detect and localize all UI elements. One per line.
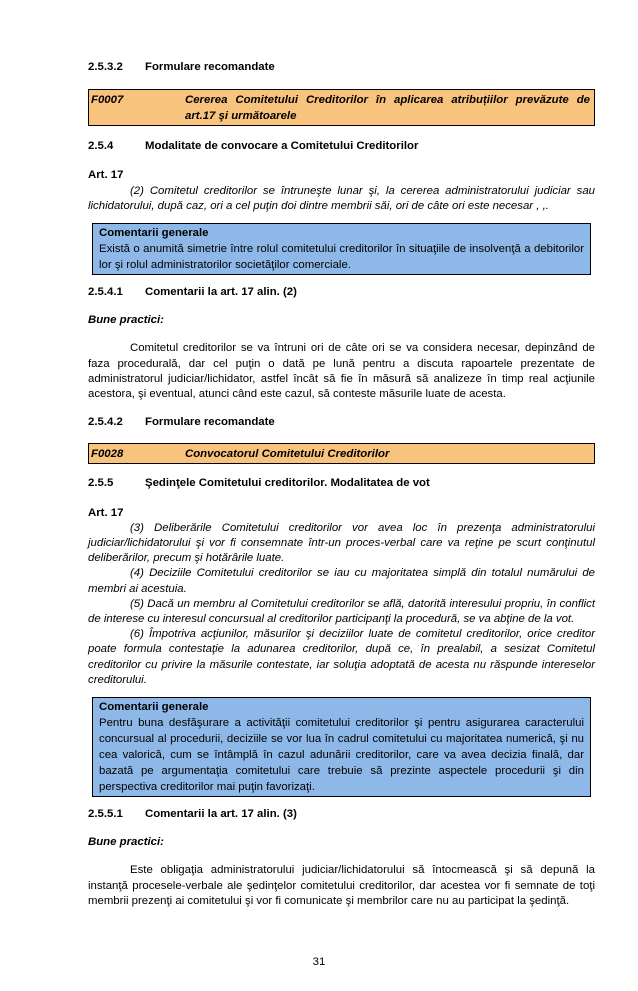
form-code-box bbox=[88, 443, 595, 464]
comments-title: Comentarii generale bbox=[99, 227, 209, 240]
section-heading bbox=[88, 476, 595, 491]
article-paragraph: (3) Deliberările Comitetului creditorilor vor avea loc în prezenţa administratorului judiciar/lichidatorului şi vor fi consemnate într-un proces-verbal care va reţine pe scurt conţinutul deliberărilor, precum şi hotărârile luate. bbox=[88, 521, 595, 565]
article-paragraph: (5) Dacă un membru al Comitetului creditorilor se află, datorită interesului propriu, în conflict de interese cu interesul concursual al creditorilor participanţi la procedură, se va abţine de la vot. bbox=[88, 597, 595, 626]
best-practices-text: Comitetul creditorilor se va întruni ori de câte ori se va considera necesar, depinzând de faza procedurală, dar cel puţin o dată pe lună pentru a discuta rapoartele prezentate de administratorul judiciar/lichidator, astfel încât să fie în măsură să analizeze în timp real acţiunile acestora, şi eventual, atunci când este cazul, să conteste măsurile luate de acesta. bbox=[88, 342, 595, 401]
section-title: Şedinţele Comitetului creditorilor. Modalitatea de vot bbox=[145, 477, 430, 490]
section-title: Comentarii la art. 17 alin. (3) bbox=[145, 808, 297, 821]
page-number: 31 bbox=[312, 956, 326, 968]
section-number: 2.5.3.2 bbox=[88, 61, 123, 73]
section-heading bbox=[88, 415, 595, 430]
comments-title: Comentarii generale bbox=[99, 701, 209, 714]
section-number: 2.5.4.1 bbox=[88, 286, 123, 299]
section-number: 2.5.4 bbox=[88, 140, 114, 153]
section-number: 2.5.5 bbox=[88, 477, 114, 490]
form-code: F0028 bbox=[91, 448, 124, 461]
section-heading bbox=[88, 139, 595, 154]
general-comments-box bbox=[92, 223, 591, 275]
section-number: 2.5.4.2 bbox=[88, 416, 123, 429]
section-heading bbox=[88, 807, 595, 822]
form-description: Cererea Comitetului Creditorilor în aplicarea atribuțiilor prevăzute de art.17 şi următoarele bbox=[185, 94, 590, 123]
section-number: 2.5.5.1 bbox=[88, 808, 123, 821]
form-description: Convocatorul Comitetului Creditorilor bbox=[185, 448, 390, 461]
article-paragraph: (4) Deciziile Comitetului creditorilor se iau cu majoritatea simplă din totalul numărului de membri ai acestuia. bbox=[88, 567, 595, 595]
article-label: Art. 17 bbox=[88, 169, 124, 182]
form-code-box bbox=[88, 89, 595, 126]
best-practices-label: Bune practici: bbox=[88, 314, 164, 327]
section-title: Comentarii la art. 17 alin. (2) bbox=[145, 286, 297, 299]
article-paragraph: (2) Comitetul creditorilor se întruneşte lunar şi, la cererea administratorului judiciar sau lichidatorului, după caz, ori a cel puţin doi dintre membrii săi, ori de câte ori este necesar , ,. bbox=[88, 184, 595, 212]
section-heading bbox=[88, 285, 595, 300]
comments-text: Există o anumită simetrie între rolul comitetului creditorilor în situaţiile de insolvenţă a debitorilor lor şi rolul administratorilor societăţilor comerciale. bbox=[99, 243, 584, 272]
section-heading bbox=[88, 60, 595, 75]
general-comments-box bbox=[92, 697, 591, 797]
best-practices-label: Bune practici: bbox=[88, 836, 164, 849]
article-paragraph: (6) Împotriva acţiunilor, măsurilor şi deciziilor luate de comitetul creditorilor, orice creditor poate formula contestaţie la adunarea creditorilor, după ce, în prealabil, a sesizat Comitetul creditorilor cu privire la măsurile contestate, iar soluţia adoptată de acesta nu răspunde intereselor creditorului. bbox=[88, 628, 595, 686]
article-label: Art. 17 bbox=[88, 506, 124, 519]
section-title: Formulare recomandate bbox=[145, 61, 275, 73]
section-title: Modalitate de convocare a Comitetului Creditorilor bbox=[145, 140, 419, 153]
comments-text: Pentru buna desfăşurare a activităţii comitetului creditorilor şi pentru asigurarea caracterului concursual al procedurii, deciziile se vor lua în cadrul comitetului cu majoritatea numerică, şi nu cea valorică, cum se întâmplă în cazul adunării creditorilor, care va avea decizia finală, dar bazată pe argumentaţia comitetului care trebuie să prezinte aspectele procedurii şi din perspectiva creditorilor mai puţin favorizaţi. bbox=[99, 717, 584, 794]
form-code: F0007 bbox=[91, 94, 124, 107]
section-title: Formulare recomandate bbox=[145, 416, 275, 429]
document-page bbox=[88, 60, 595, 909]
best-practices-text: Este obligaţia administratorului judiciar/lichidatorului să întocmească şi să depună la instanţă procesele-verbale ale şedinţelor comitetului creditorilor, dar acestea vor fi semnate de toţi membrii prezenţi ai comitetului şi vor fi comunicate şi membrilor care nu au participat la şedinţă. bbox=[88, 864, 595, 907]
